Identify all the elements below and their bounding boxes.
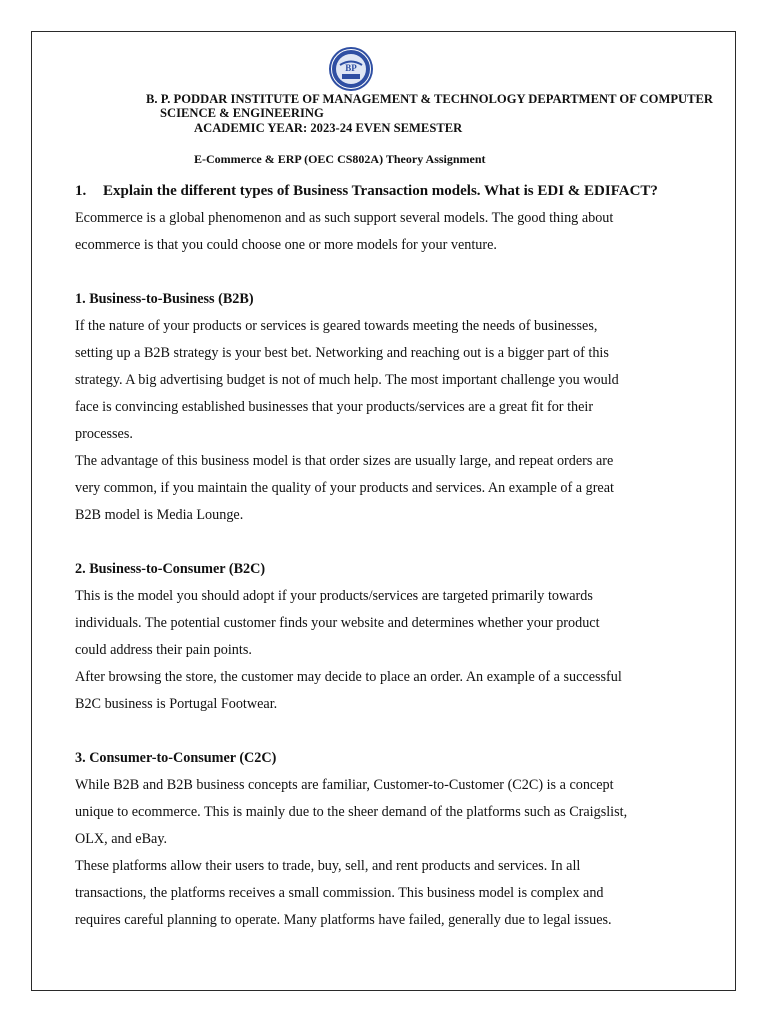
intro-paragraph — [75, 205, 695, 259]
document-body — [75, 205, 695, 934]
body-line: very common, if you maintain the quality of your products and services. An example of a great — [75, 480, 614, 496]
body-line: could address their pain points. — [75, 642, 252, 658]
body-line: unique to ecommerce. This is mainly due to the sheer demand of the platforms such as Craigslist, — [75, 804, 628, 820]
section-body-c2c — [75, 772, 695, 934]
body-line: The advantage of this business model is that order sizes are usually large, and repeat orders are — [75, 453, 614, 469]
institute-logo — [328, 46, 374, 92]
header-institute-name: B. P. PODDAR INSTITUTE OF MANAGEMENT & TECHNOLOGY DEPARTMENT OF COMPUTER — [146, 92, 714, 106]
section-heading-c2c: 3. Consumer-to-Consumer (C2C) — [75, 750, 277, 766]
body-line: individuals. The potential customer finds your website and determines whether your product — [75, 615, 600, 631]
section-heading-b2b: 1. Business-to-Business (B2B) — [75, 291, 254, 307]
body-line: If the nature of your products or services is geared towards meeting the needs of businesses, — [75, 318, 598, 334]
question-text: Explain the different types of Business Transaction models. What is EDI & EDIFACT? — [103, 183, 658, 199]
body-line: B2C business is Portugal Footwear. — [75, 696, 278, 712]
body-line: transactions, the platforms receives a small commission. This business model is complex and — [75, 885, 604, 901]
body-line: After browsing the store, the customer may decide to place an order. An example of a successful — [75, 669, 622, 685]
question-number: 1. — [75, 183, 87, 199]
body-line: requires careful planning to operate. Many platforms have failed, generally due to legal issues. — [75, 912, 612, 928]
body-line: processes. — [75, 426, 133, 442]
section-heading-b2c: 2. Business-to-Consumer (B2C) — [75, 561, 266, 577]
body-line: This is the model you should adopt if your products/services are targeted primarily towards — [75, 588, 593, 604]
section-body-b2c — [75, 583, 695, 718]
spacer — [75, 529, 695, 556]
body-line: setting up a B2B strategy is your best bet. Networking and reaching out is a bigger part of this — [75, 345, 609, 361]
body-line: OLX, and eBay. — [75, 831, 168, 847]
intro-line: ecommerce is that you could choose one or more models for your venture. — [75, 237, 497, 253]
body-line: face is convincing established businesses that your products/services are a great fit for their — [75, 399, 594, 415]
intro-line: Ecommerce is a global phenomenon and as such support several models. The good thing about — [75, 210, 614, 226]
body-line: B2B model is Media Lounge. — [75, 507, 244, 523]
body-line: These platforms allow their users to trade, buy, sell, and rent products and services. In all — [75, 858, 581, 874]
body-line: strategy. A big advertising budget is not of much help. The most important challenge you would — [75, 372, 619, 388]
spacer — [75, 718, 695, 745]
body-line: While B2B and B2B business concepts are familiar, Customer-to-Customer (C2C) is a concept — [75, 777, 614, 793]
header-department: SCIENCE & ENGINEERING — [160, 106, 324, 120]
spacer — [75, 259, 695, 286]
header-academic-year: ACADEMIC YEAR: 2023-24 EVEN SEMESTER — [194, 121, 463, 135]
svg-text:BP: BP — [345, 63, 357, 73]
section-body-b2b — [75, 313, 695, 529]
question-heading — [75, 183, 658, 200]
assignment-title: E-Commerce & ERP (OEC CS802A) Theory Assignment — [194, 152, 486, 166]
